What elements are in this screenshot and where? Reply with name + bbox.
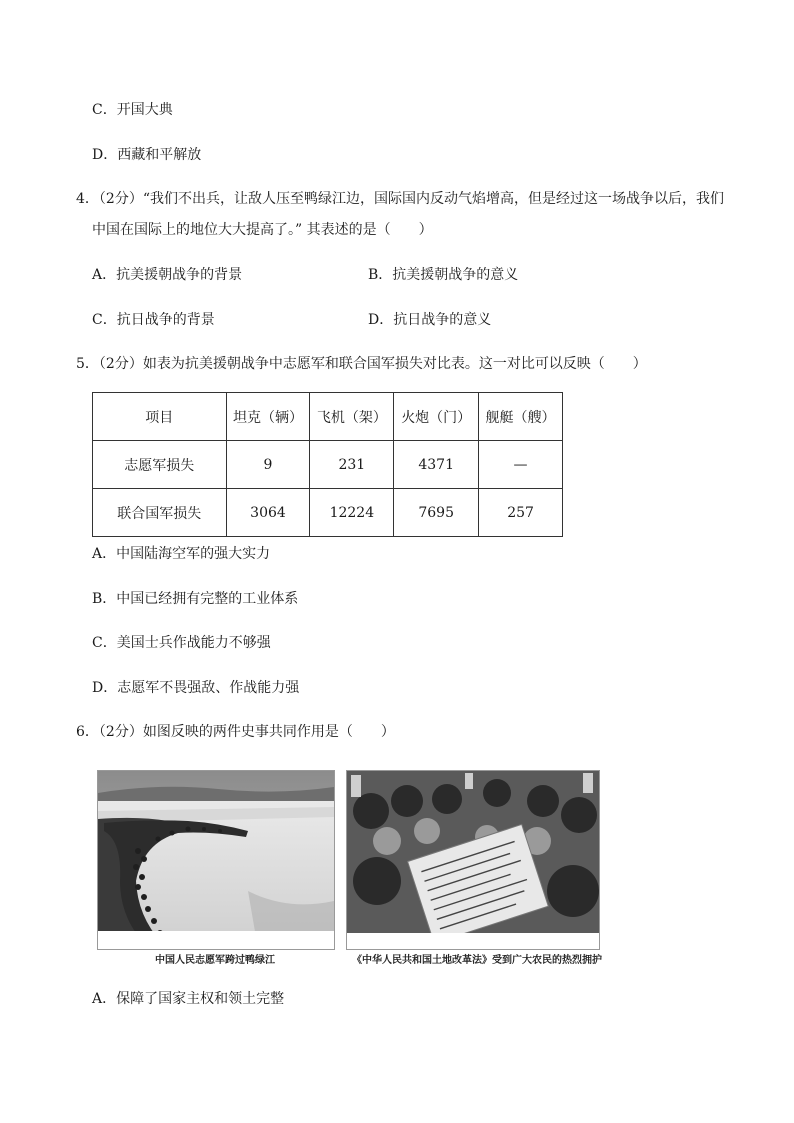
- table-cell: 联合国军损失: [93, 489, 227, 537]
- q6-stem: 6．（2分）如图反映的两件史事共同作用是（ ）: [76, 724, 395, 740]
- table-header-cell: 项目: [93, 393, 227, 441]
- q4-option-b: B．抗美援朝战争的意义: [368, 267, 519, 283]
- table-cell: 4371: [394, 441, 479, 489]
- q5-option-b: B．中国已经拥有完整的工业体系: [92, 591, 299, 607]
- photo-volunteers-crossing-yalu: [97, 770, 335, 950]
- q4-stem-line2: 中国在国际上的地位大大提高了。” 其表述的是（ ）: [92, 222, 433, 238]
- table-cell: 12224: [310, 489, 394, 537]
- table-cell: 志愿军损失: [93, 441, 227, 489]
- table-cell: —: [479, 441, 563, 489]
- table-header-cell: 舰艇（艘）: [479, 393, 563, 441]
- table-cell: 231: [310, 441, 394, 489]
- losses-comparison-table: [92, 392, 563, 537]
- table-row: [93, 489, 563, 537]
- photo-land-reform-law: [346, 770, 600, 950]
- q5-stem: 5．（2分）如表为抗美援朝战争中志愿军和联合国军损失对比表。这一对比可以反映（ ）: [76, 356, 647, 372]
- table-cell: 257: [479, 489, 563, 537]
- q4-option-d: D．抗日战争的意义: [368, 312, 492, 328]
- photo-volunteers-illustration: [98, 771, 334, 949]
- table-header-cell: 火炮（门）: [394, 393, 479, 441]
- q5-option-d: D．志愿军不畏强敌、作战能力强: [92, 680, 300, 696]
- table-cell: 3064: [226, 489, 310, 537]
- q4-option-c: C．抗日战争的背景: [92, 312, 215, 328]
- q4-option-a: A．抗美援朝战争的背景: [92, 267, 243, 283]
- table-row: [93, 441, 563, 489]
- q3-option-d: D．西藏和平解放: [92, 147, 202, 163]
- table-cell: 9: [226, 441, 310, 489]
- table-header-row: [93, 393, 563, 441]
- q3-option-c: C．开国大典: [92, 102, 173, 118]
- photo2-caption: 《中华人民共和国土地改革法》受到广大农民的热烈拥护: [352, 955, 602, 966]
- q5-option-c: C．美国士兵作战能力不够强: [92, 635, 271, 651]
- table-cell: 7695: [394, 489, 479, 537]
- table-header-cell: 飞机（架）: [310, 393, 394, 441]
- table-header-cell: 坦克（辆）: [226, 393, 310, 441]
- q6-option-a: A．保障了国家主权和领土完整: [92, 991, 285, 1007]
- q5-option-a: A．中国陆海空军的强大实力: [92, 546, 271, 562]
- photo-land-reform-illustration: [347, 771, 599, 949]
- q4-stem-line1: 4．（2分）“我们不出兵，让敌人压至鸭绿江边，国际国内反动气焰增高，但是经过这一场战争以后，我们: [76, 191, 724, 207]
- photo1-caption: 中国人民志愿军跨过鸭绿江: [155, 955, 275, 966]
